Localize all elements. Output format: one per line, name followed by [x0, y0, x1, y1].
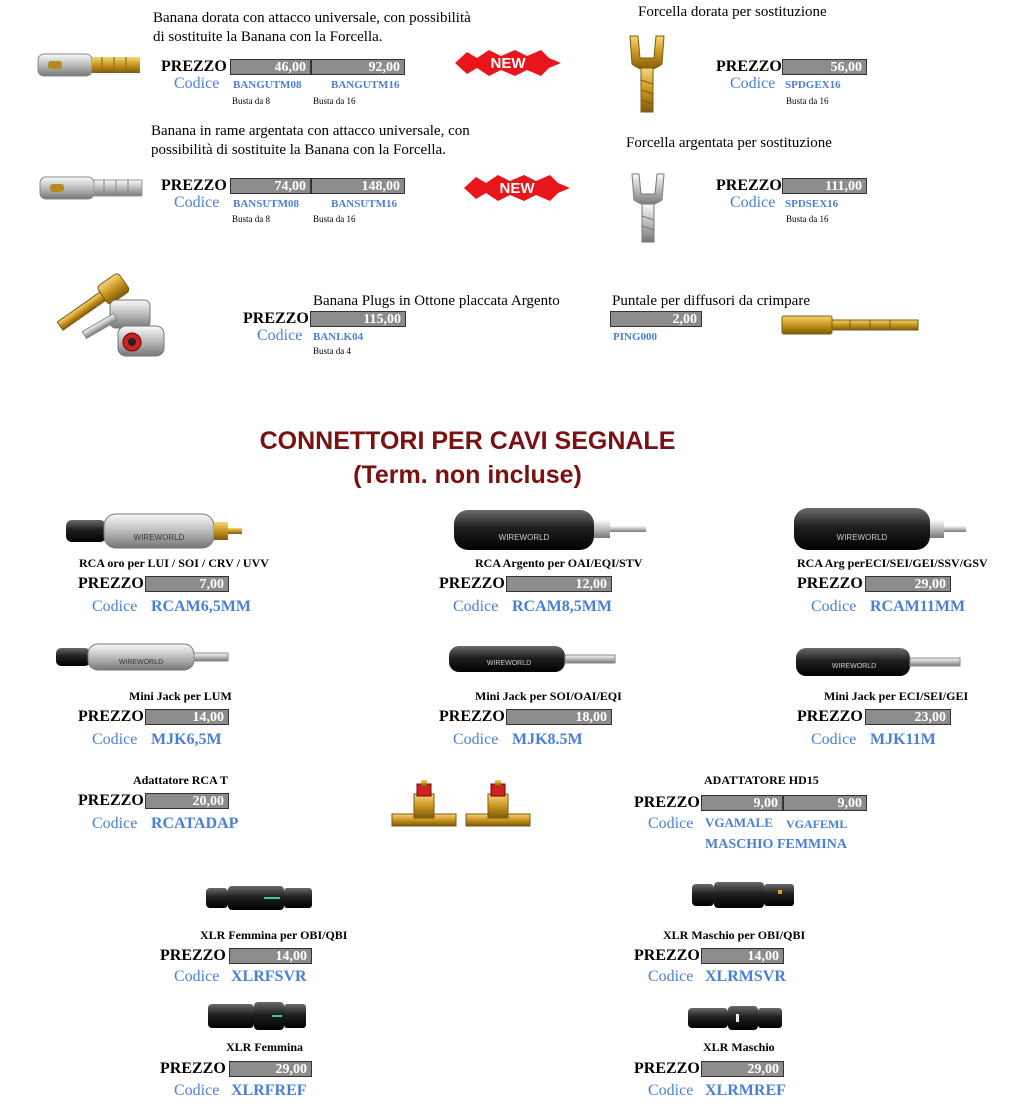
svg-text:WIREWORLD: WIREWORLD: [836, 533, 888, 542]
svg-text:WIREWORLD: WIREWORLD: [133, 533, 185, 542]
price-label: PREZZO: [797, 575, 863, 592]
price-label: PREZZO: [634, 947, 700, 964]
price-box: 12,00: [506, 576, 612, 592]
price-label: PREZZO: [160, 1060, 226, 1077]
code-label: Codice: [730, 194, 776, 211]
xlr-f-image: [206, 1000, 308, 1032]
price-label: PREZZO: [78, 792, 144, 809]
pack-size: Busta da 8: [232, 96, 270, 106]
svg-text:WIREWORLD: WIREWORLD: [118, 659, 164, 666]
rca-gold-caption: RCA oro per LUI / SOI / CRV / UVV: [79, 556, 269, 570]
banana-gold-desc-line2: di sostituite la Banana con la Forcella.: [153, 29, 383, 45]
xlr-f-obi-caption: XLR Femmina per OBI/QBI: [200, 928, 348, 942]
jack-soi-caption: Mini Jack per SOI/OAI/EQI: [475, 689, 622, 703]
product-code: BANSUTM08: [233, 198, 300, 210]
new-badge-text: NEW: [499, 180, 535, 197]
rca-t-caption: Adattatore RCA T: [133, 773, 228, 787]
xlr-m-obi-caption: XLR Maschio per OBI/QBI: [663, 928, 806, 942]
price-box: 14,00: [229, 948, 312, 964]
price-label: PREZZO: [716, 58, 782, 75]
price-box: 20,00: [145, 793, 229, 809]
price-box: 14,00: [145, 709, 229, 725]
product-code: XLRMSVR: [705, 968, 786, 985]
product-code: XLRFREF: [231, 1082, 307, 1099]
jack-eci-caption: Mini Jack per ECI/SEI/GEI: [824, 689, 969, 703]
jack-lum-image: [54, 642, 230, 672]
code-label: Codice: [648, 968, 694, 985]
price-label: PREZZO: [78, 575, 144, 592]
price-box: 29,00: [229, 1061, 312, 1077]
xlr-m-obi-image: [690, 880, 796, 910]
rca-silver-image: [452, 506, 648, 552]
jack-eci-image: [794, 646, 962, 678]
price-box: 111,00: [782, 178, 867, 194]
code-label: Codice: [174, 968, 220, 985]
product-code: BANSUTM16: [331, 198, 398, 210]
price-label: PREZZO: [439, 708, 505, 725]
price-box: 18,00: [506, 709, 612, 725]
xlr-f-obi-image: [204, 884, 314, 912]
spade-gold-desc: Forcella dorata per sostituzione: [638, 4, 827, 20]
code-label: Codice: [453, 598, 499, 615]
price-box: 2,00: [610, 311, 702, 327]
pack-size: Busta da 16: [313, 96, 356, 106]
rca-arg-caption: RCA Arg perECI/SEI/GEI/SSV/GSV: [797, 556, 988, 570]
price-box: 9,00: [701, 795, 783, 811]
price-box: 7,00: [145, 576, 229, 592]
product-code: BANLK04: [313, 331, 364, 343]
product-code: MJK8.5M: [512, 731, 583, 748]
pack-size: Busta da 8: [232, 214, 270, 224]
section-subtitle: (Term. non incluse): [353, 461, 582, 489]
xlr-m-caption: XLR Maschio: [703, 1040, 775, 1054]
banana-plugs-desc: Banana Plugs in Ottone placcata Argento: [313, 293, 560, 309]
price-box: 46,00: [230, 59, 311, 75]
pack-size: Busta da 16: [786, 214, 829, 224]
price-label: PREZZO: [160, 947, 226, 964]
pack-size: Busta da 4: [313, 346, 351, 356]
product-code: BANGUTM16: [331, 79, 400, 91]
new-badge-icon: [453, 48, 563, 78]
banana-silver-desc-line1: Banana in rame argentata con attacco universale, con: [151, 123, 470, 139]
price-label: PREZZO: [634, 794, 700, 811]
product-code: BANGUTM08: [233, 79, 302, 91]
hd15-sub: MASCHIO FEMMINA: [705, 837, 847, 852]
price-label: PREZZO: [716, 177, 782, 194]
code-label: Codice: [811, 598, 857, 615]
code-label: Codice: [257, 327, 303, 344]
price-label: PREZZO: [439, 575, 505, 592]
price-box: 92,00: [311, 59, 405, 75]
rca-gold-image: [64, 508, 244, 554]
code-label: Codice: [811, 731, 857, 748]
price-box: 23,00: [865, 709, 951, 725]
crimp-pin-image: [780, 312, 920, 338]
jack-lum-caption: Mini Jack per LUM: [129, 689, 232, 703]
price-label: PREZZO: [78, 708, 144, 725]
product-code: SPDSEX16: [785, 198, 839, 210]
product-code: MJK6,5M: [151, 731, 222, 748]
price-label: PREZZO: [161, 177, 227, 194]
code-label: Codice: [453, 731, 499, 748]
product-code: RCAM6,5MM: [151, 598, 251, 615]
banana-plugs-image: [52, 262, 174, 366]
product-code: SPDGEX16: [785, 79, 841, 91]
rca-silver-caption: RCA Argento per OAI/EQI/STV: [475, 556, 643, 570]
price-box: 9,00: [783, 795, 867, 811]
xlr-f-caption: XLR Femmina: [226, 1040, 303, 1054]
product-code: MJK11M: [870, 731, 936, 748]
price-box: 14,00: [701, 948, 784, 964]
svg-text:WIREWORLD: WIREWORLD: [831, 663, 877, 670]
spade-silver-desc: Forcella argentata per sostituzione: [626, 135, 832, 151]
product-code: XLRFSVR: [231, 968, 307, 985]
code-label: Codice: [648, 815, 694, 832]
product-code: VGAFEML: [786, 817, 848, 831]
crimp-pin-desc: Puntale per diffusori da crimpare: [612, 293, 810, 309]
price-box: 74,00: [230, 178, 311, 194]
section-title: CONNETTORI PER CAVI SEGNALE: [259, 427, 676, 455]
code-label: Codice: [174, 1082, 220, 1099]
pack-size: Busta da 16: [313, 214, 356, 224]
code-label: Codice: [174, 194, 220, 211]
price-label: PREZZO: [161, 58, 227, 75]
svg-text:WIREWORLD: WIREWORLD: [498, 533, 550, 542]
product-code: XLRMREF: [705, 1082, 786, 1099]
price-box: 56,00: [782, 59, 867, 75]
code-label: Codice: [648, 1082, 694, 1099]
code-label: Codice: [92, 815, 138, 832]
price-box: 115,00: [310, 311, 406, 327]
banana-gold-desc-line1: Banana dorata con attacco universale, con possibilità: [153, 10, 471, 26]
hd15-caption: ADATTATORE HD15: [704, 773, 819, 787]
code-label: Codice: [730, 75, 776, 92]
price-label: PREZZO: [243, 310, 309, 327]
spade-gold-image: [626, 34, 668, 114]
product-code: RCAM8,5MM: [512, 598, 612, 615]
pack-size: Busta da 16: [786, 96, 829, 106]
new-badge-text: NEW: [490, 55, 526, 72]
code-label: Codice: [174, 75, 220, 92]
price-label: PREZZO: [797, 708, 863, 725]
price-box: 148,00: [311, 178, 405, 194]
product-code: PING000: [613, 331, 657, 343]
banana-silver-desc-line2: possibilità di sostituite la Banana con la Forcella.: [151, 142, 446, 158]
price-box: 29,00: [701, 1061, 784, 1077]
spade-silver-image: [628, 172, 668, 244]
product-code: VGAMALE: [705, 815, 773, 830]
rca-arg-image: [792, 506, 968, 554]
svg-text:WIREWORLD: WIREWORLD: [486, 660, 532, 667]
product-code: RCATADAP: [151, 815, 239, 832]
banana-gold-image: [36, 50, 141, 80]
code-label: Codice: [92, 731, 138, 748]
banana-silver-image: [38, 175, 143, 201]
rca-t-adapter-image: [390, 780, 534, 836]
xlr-m-image: [686, 1004, 784, 1032]
new-badge-icon: [462, 173, 572, 203]
product-code: RCAM11MM: [870, 598, 966, 615]
jack-soi-image: [447, 644, 617, 674]
price-label: PREZZO: [634, 1060, 700, 1077]
code-label: Codice: [92, 598, 138, 615]
price-box: 29,00: [865, 576, 951, 592]
